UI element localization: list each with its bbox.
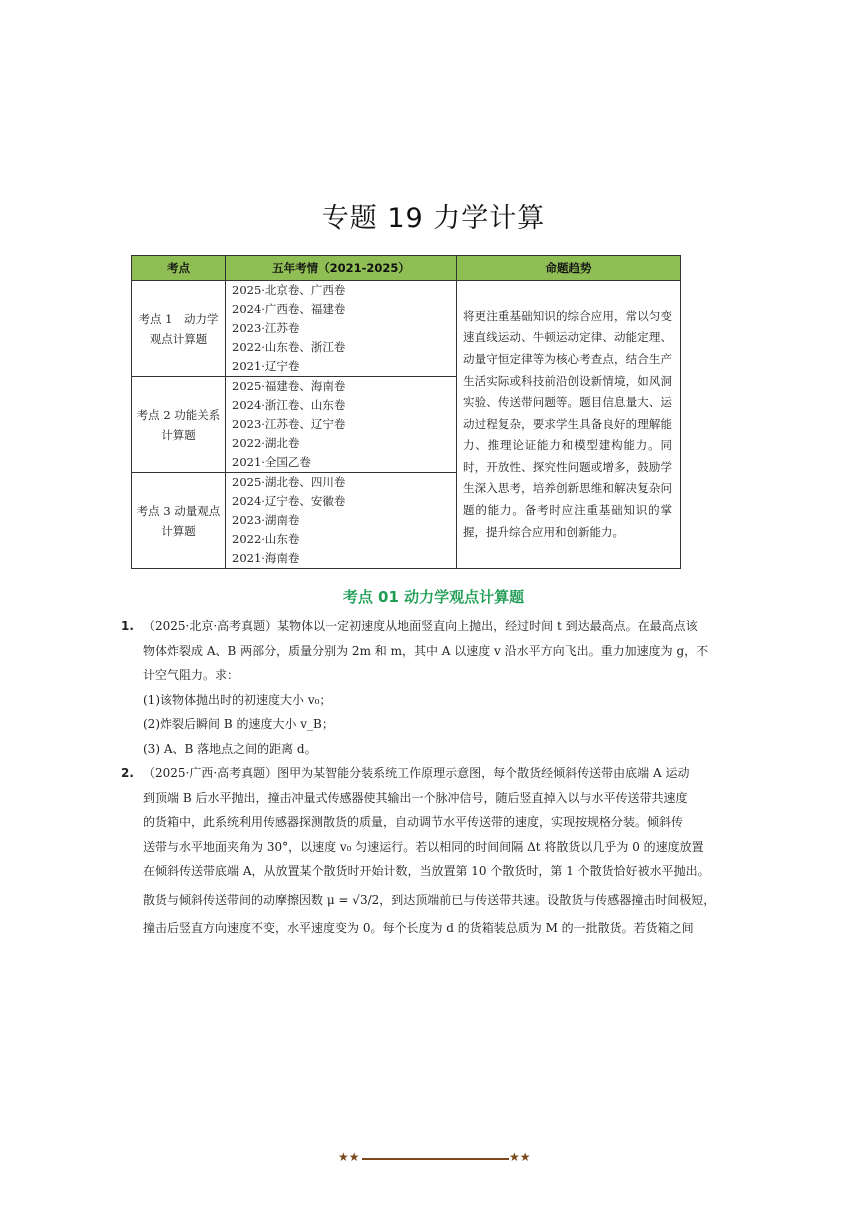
sub-question: (2)炸裂后瞬间 B 的速度大小 v_B； <box>143 717 334 731</box>
question-2 <box>121 761 716 940</box>
question-text-line: 到顶端 B 后水平抛出，撞击冲量式传感器使其输出一个脉冲信号，随后竖直掉入以与水平传送带共速度 <box>143 790 688 805</box>
table-row <box>132 281 681 377</box>
year-entry: 2022·山东卷 <box>232 532 300 546</box>
question-text-line: （2025·北京·高考真题）某物体以一定初速度从地面竖直向上抛出，经过时间 t 到达最高点。在最高点该 <box>143 619 698 633</box>
question-text-line: 物体炸裂成 A、B 两部分，质量分别为 2m 和 m，其中 A 以速度 v 沿水平方向飞出。重力加速度为 g，不 <box>143 643 709 658</box>
question-text-line: 撞击后竖直方向速度不变，水平速度变为 0。每个长度为 d 的货箱装总质为 M 的一批散货。若货箱之间 <box>143 920 694 935</box>
kaodian-cell: 考点 1 动力学观点计算题 <box>132 281 226 377</box>
year-entry: 2024·辽宁卷、安徽卷 <box>232 494 346 508</box>
sub-question: (3) A、B 落地点之间的距离 d。 <box>143 741 317 756</box>
summary-table <box>131 255 681 569</box>
question-text-line: 计空气阻力。求： <box>143 668 240 682</box>
kaodian-cell: 考点 2 功能关系计算题 <box>132 377 226 473</box>
section-title: 考点 01 动力学观点计算题 <box>342 588 525 606</box>
year-entry: 2021·辽宁卷 <box>232 359 300 373</box>
year-entry: 2024·广西卷、福建卷 <box>232 302 346 316</box>
question-1 <box>121 614 709 761</box>
header-years: 五年考情（2021-2025） <box>226 256 457 281</box>
years-cell <box>226 377 457 473</box>
header-kaodian: 考点 <box>132 256 226 281</box>
year-entry: 2021·海南卷 <box>232 551 300 565</box>
kaodian-cell: 考点 3 动量观点计算题 <box>132 473 226 569</box>
years-cell <box>226 473 457 569</box>
divider <box>362 1158 509 1160</box>
year-entry: 2022·山东卷、浙江卷 <box>232 340 346 354</box>
year-entry: 2025·福建卷、海南卷 <box>232 379 346 393</box>
year-entry: 2022·湖北卷 <box>232 436 300 450</box>
header-trend: 命题趋势 <box>457 256 681 281</box>
page-title: 专题 19 力学计算 <box>321 203 546 234</box>
year-entry: 2021·全国乙卷 <box>232 455 311 469</box>
year-entry: 2024·浙江卷、山东卷 <box>232 398 346 412</box>
years-cell <box>226 281 457 377</box>
year-entry: 2023·江苏卷、辽宁卷 <box>232 417 346 431</box>
year-entry: 2025·北京卷、广西卷 <box>232 283 346 297</box>
question-text-line: 送带与水平地面夹角为 30°，以速度 v₀ 匀速运行。若以相同的时间间隔 Δt 将散货以几乎为 0 的速度放置 <box>143 839 704 854</box>
footer-ornament <box>338 1152 533 1166</box>
year-entry: 2023·江苏卷 <box>232 321 300 335</box>
star-icon: ★★ <box>338 1150 360 1164</box>
question-number: 2. <box>121 766 134 780</box>
question-text-line: （2025·广西·高考真题）图甲为某智能分装系统工作原理示意图，每个散货经倾斜传送带由底端 A 运动 <box>143 766 690 780</box>
star-icon: ★★ <box>509 1150 531 1164</box>
question-text-line: 的货箱中，此系统利用传感器探测散货的质量，自动调节水平传送带的速度，实现按规格分装。倾斜传 <box>143 815 684 829</box>
question-text-line: 散货与倾斜传送带间的动摩擦因数 μ = √3/2，到达顶端前已与传送带共速。设散货与传感器撞击时间极短， <box>143 892 716 907</box>
year-entry: 2025·湖北卷、四川卷 <box>232 475 346 489</box>
question-number: 1. <box>121 619 134 633</box>
table-header-row <box>132 256 681 281</box>
year-entry: 2023·湖南卷 <box>232 513 300 527</box>
trend-cell: 将更注重基础知识的综合应用，常以匀变速直线运动、牛顿运动定律、动能定理、动量守恒定律等为核心考查点，结合生产生活实际或科技前沿创设新情境，如风洞实验、传送带问题等。题目信息量大、运动过程复杂，要求学生具备良好的理解能力、推理论证能力和模型建构能力。同时，开放性、探究性问题或增多，鼓励学生深入思考，培养创新思维和解决复杂问题的能力。备考时应注重基础知识的掌握，提升综合应用和创新能力。 <box>457 281 681 569</box>
question-text-line: 在倾斜传送带底端 A，从放置某个散货时开始计数，当放置第 10 个散货时，第 1 个散货恰好被水平抛出。 <box>143 864 710 878</box>
sub-question: (1)该物体抛出时的初速度大小 v₀； <box>143 692 332 707</box>
